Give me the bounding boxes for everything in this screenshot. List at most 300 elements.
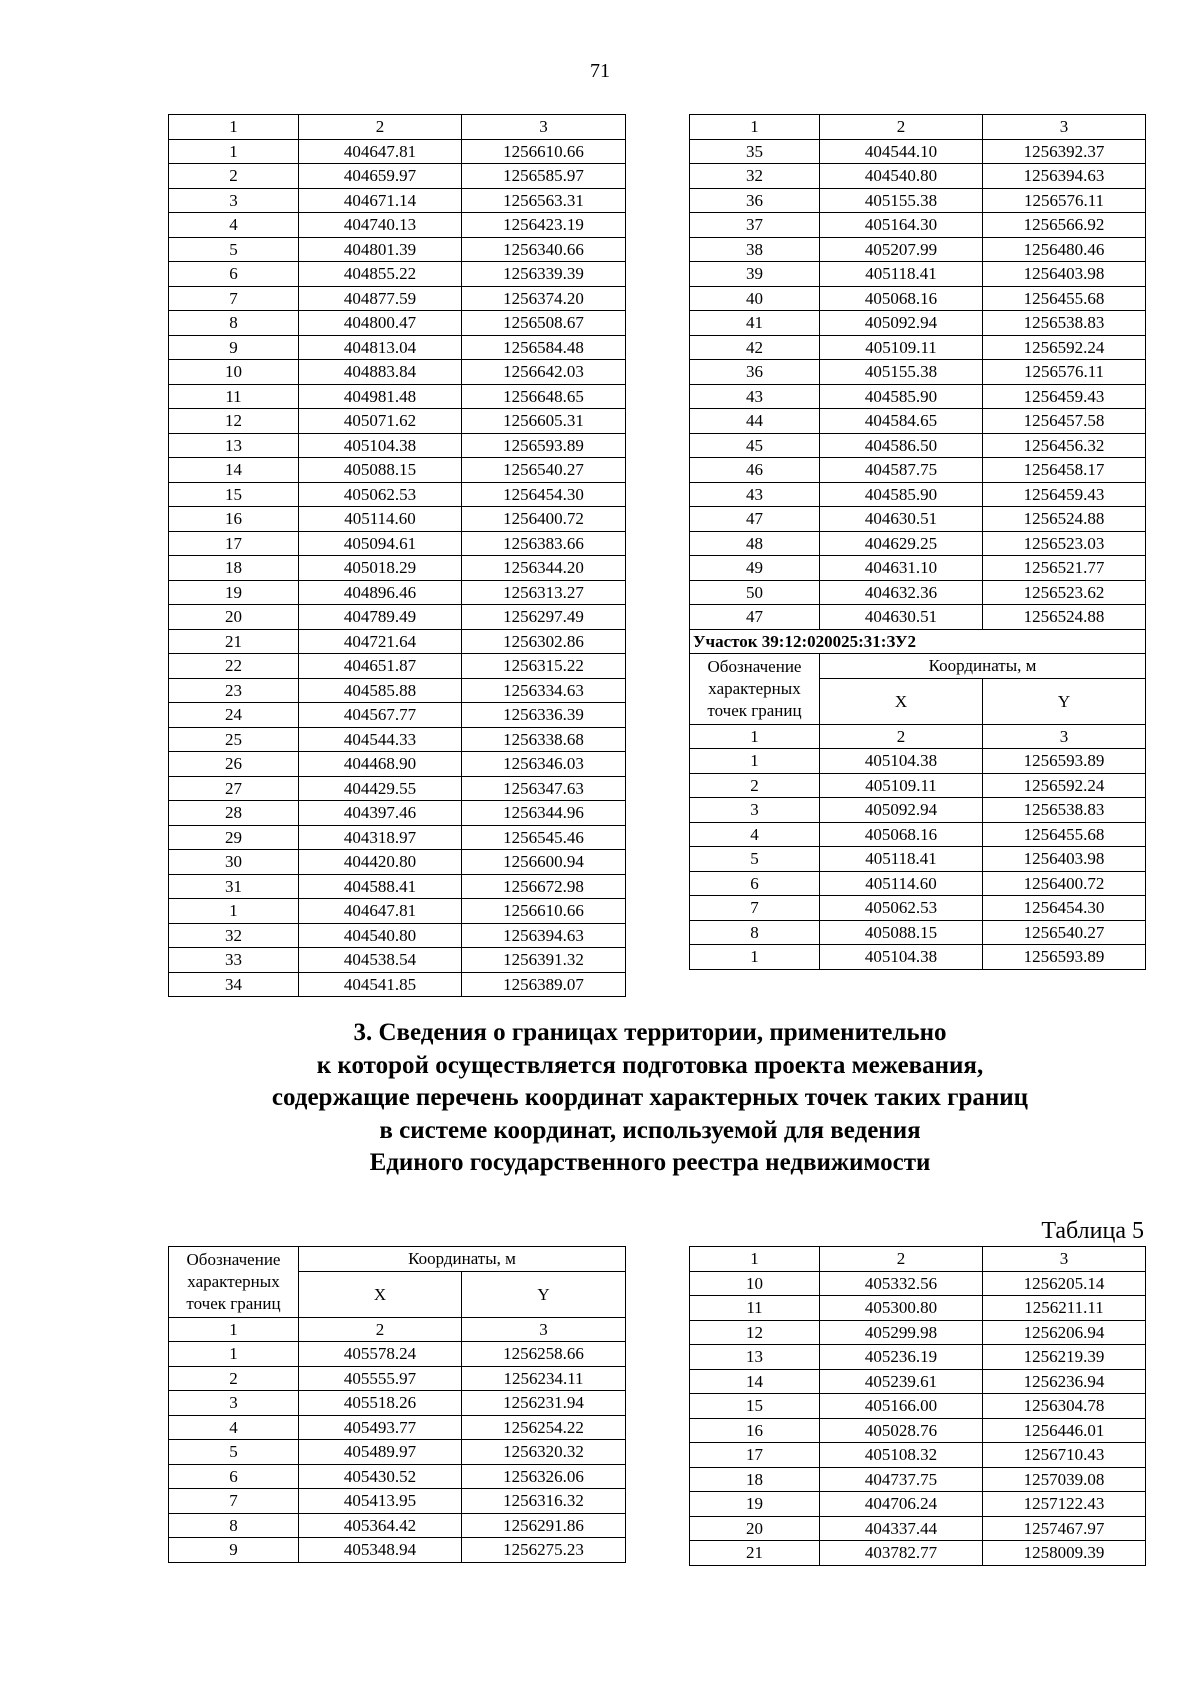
numbering-row: [690, 1247, 1146, 1272]
y-coordinate-cell: 1256374.20: [462, 286, 626, 311]
table-row: [169, 262, 626, 287]
point-number-cell: 28: [169, 801, 299, 826]
y-coordinate-cell: 1256423.19: [462, 213, 626, 238]
point-number-cell: 11: [169, 384, 299, 409]
y-coordinate-cell: 1256508.67: [462, 311, 626, 336]
x-coordinate-cell: 405299.98: [820, 1320, 983, 1345]
x-coordinate-cell: 404429.55: [299, 776, 462, 801]
y-header: Y: [462, 1271, 626, 1317]
point-number-cell: 4: [169, 1415, 299, 1440]
point-number-cell: 5: [690, 847, 820, 872]
x-coordinate-cell: 404651.87: [299, 654, 462, 679]
y-coordinate-cell: 1256313.27: [462, 580, 626, 605]
point-number-cell: 36: [690, 188, 820, 213]
y-coordinate-cell: 1256592.24: [983, 335, 1146, 360]
table-row: [690, 920, 1146, 945]
table-row: [169, 384, 626, 409]
numbering-cell: 1: [690, 1247, 820, 1272]
y-coordinate-cell: 1256403.98: [983, 847, 1146, 872]
y-coordinate-cell: 1258009.39: [983, 1541, 1146, 1566]
y-coordinate-cell: 1256254.22: [462, 1415, 626, 1440]
x-coordinate-cell: 404629.25: [820, 531, 983, 556]
y-coordinate-cell: 1257039.08: [983, 1467, 1146, 1492]
y-coordinate-cell: 1256457.58: [983, 409, 1146, 434]
y-coordinate-cell: 1257467.97: [983, 1516, 1146, 1541]
y-coordinate-cell: 1257122.43: [983, 1492, 1146, 1517]
x-coordinate-cell: 405092.94: [820, 798, 983, 823]
point-number-cell: 18: [169, 556, 299, 581]
y-coordinate-cell: 1256205.14: [983, 1271, 1146, 1296]
coordinates-header: Координаты, м: [820, 654, 1146, 679]
table-row: [169, 605, 626, 630]
table-row: [690, 945, 1146, 970]
point-number-cell: 7: [169, 286, 299, 311]
y-coordinate-cell: 1256523.62: [983, 580, 1146, 605]
x-coordinate-cell: 404740.13: [299, 213, 462, 238]
y-coordinate-cell: 1256275.23: [462, 1538, 626, 1563]
x-coordinate-cell: 405493.77: [299, 1415, 462, 1440]
section-heading-line: Единого государственного реестра недвижимости: [369, 1149, 931, 1176]
numbering-row: [169, 1317, 626, 1342]
x-coordinate-cell: 404587.75: [820, 458, 983, 483]
y-coordinate-cell: 1256339.39: [462, 262, 626, 287]
y-coordinate-cell: 1256302.86: [462, 629, 626, 654]
x-coordinate-cell: 404337.44: [820, 1516, 983, 1541]
table-row: [169, 164, 626, 189]
table-row: [690, 286, 1146, 311]
table-row: [690, 822, 1146, 847]
numbering-cell: 3: [462, 1317, 626, 1342]
table-row: [690, 482, 1146, 507]
table-row: [690, 335, 1146, 360]
numbering-cell: 3: [983, 115, 1146, 140]
y-coordinate-cell: 1256231.94: [462, 1391, 626, 1416]
designation-header: Обозначение характерных точек границ: [690, 654, 820, 725]
table-row: [690, 871, 1146, 896]
y-coordinate-cell: 1256334.63: [462, 678, 626, 703]
table-row: [169, 850, 626, 875]
table-row: [690, 1345, 1146, 1370]
x-coordinate-cell: 404544.10: [820, 139, 983, 164]
y-coordinate-cell: 1256400.72: [462, 507, 626, 532]
coordinates-table-bottom-right: [689, 1246, 1146, 1566]
table-row: [690, 311, 1146, 336]
point-number-cell: 2: [169, 164, 299, 189]
point-number-cell: 29: [169, 825, 299, 850]
section-heading-line: содержащие перечень координат характерных точек таких границ: [271, 1084, 1029, 1111]
coordinates-table-top-left: [168, 114, 626, 997]
y-coordinate-cell: 1256593.89: [462, 433, 626, 458]
numbering-row: [169, 115, 626, 140]
table-row: [690, 749, 1146, 774]
table-row: [690, 360, 1146, 385]
table-row: [169, 482, 626, 507]
table-row: [690, 384, 1146, 409]
y-coordinate-cell: 1256593.89: [983, 945, 1146, 970]
x-coordinate-cell: 405088.15: [820, 920, 983, 945]
point-number-cell: 41: [690, 311, 820, 336]
x-coordinate-cell: 405118.41: [820, 847, 983, 872]
y-coordinate-cell: 1256610.66: [462, 899, 626, 924]
x-coordinate-cell: 404630.51: [820, 507, 983, 532]
numbering-cell: 2: [299, 115, 462, 140]
x-coordinate-cell: 405104.38: [299, 433, 462, 458]
point-number-cell: 19: [169, 580, 299, 605]
point-number-cell: 14: [690, 1369, 820, 1394]
y-coordinate-cell: 1256642.03: [462, 360, 626, 385]
x-coordinate-cell: 405155.38: [820, 188, 983, 213]
section-heading: [150, 1017, 1150, 1180]
x-coordinate-cell: 404789.49: [299, 605, 462, 630]
x-coordinate-cell: 405207.99: [820, 237, 983, 262]
table-row: [169, 1513, 626, 1538]
point-number-cell: 15: [169, 482, 299, 507]
y-coordinate-cell: 1256338.68: [462, 727, 626, 752]
x-coordinate-cell: 404632.36: [820, 580, 983, 605]
y-coordinate-cell: 1256391.32: [462, 948, 626, 973]
point-number-cell: 50: [690, 580, 820, 605]
point-number-cell: 13: [169, 433, 299, 458]
table-row: [690, 164, 1146, 189]
table-row: [690, 1492, 1146, 1517]
x-coordinate-cell: 405114.60: [820, 871, 983, 896]
y-coordinate-cell: 1256538.83: [983, 311, 1146, 336]
y-coordinate-cell: 1256234.11: [462, 1366, 626, 1391]
x-coordinate-cell: 405104.38: [820, 945, 983, 970]
point-number-cell: 18: [690, 1467, 820, 1492]
x-coordinate-cell: 405068.16: [820, 822, 983, 847]
table-row: [690, 531, 1146, 556]
x-coordinate-cell: 405578.24: [299, 1342, 462, 1367]
point-number-cell: 5: [169, 1440, 299, 1465]
x-header: X: [820, 678, 983, 724]
point-number-cell: 3: [169, 1391, 299, 1416]
y-coordinate-cell: 1256455.68: [983, 286, 1146, 311]
point-number-cell: 16: [690, 1418, 820, 1443]
y-coordinate-cell: 1256326.06: [462, 1464, 626, 1489]
designation-header-row: [690, 654, 1146, 679]
table-row: [690, 1467, 1146, 1492]
x-coordinate-cell: 405062.53: [299, 482, 462, 507]
y-coordinate-cell: 1256524.88: [983, 605, 1146, 630]
table-row: [169, 188, 626, 213]
y-coordinate-cell: 1256710.43: [983, 1443, 1146, 1468]
point-number-cell: 40: [690, 286, 820, 311]
y-coordinate-cell: 1256521.77: [983, 556, 1146, 581]
x-coordinate-cell: 405166.00: [820, 1394, 983, 1419]
numbering-cell: 1: [169, 1317, 299, 1342]
y-coordinate-cell: 1256400.72: [983, 871, 1146, 896]
table-row: [169, 703, 626, 728]
point-number-cell: 10: [690, 1271, 820, 1296]
x-coordinate-cell: 405489.97: [299, 1440, 462, 1465]
table-row: [169, 1440, 626, 1465]
y-coordinate-cell: 1256600.94: [462, 850, 626, 875]
point-number-cell: 38: [690, 237, 820, 262]
y-coordinate-cell: 1256389.07: [462, 972, 626, 997]
point-number-cell: 13: [690, 1345, 820, 1370]
x-coordinate-cell: 404420.80: [299, 850, 462, 875]
point-number-cell: 20: [169, 605, 299, 630]
x-coordinate-cell: 404647.81: [299, 139, 462, 164]
y-coordinate-cell: 1256403.98: [983, 262, 1146, 287]
point-number-cell: 1: [169, 899, 299, 924]
point-number-cell: 47: [690, 507, 820, 532]
x-coordinate-cell: 405555.97: [299, 1366, 462, 1391]
point-number-cell: 32: [169, 923, 299, 948]
point-number-cell: 42: [690, 335, 820, 360]
y-coordinate-cell: 1256206.94: [983, 1320, 1146, 1345]
y-coordinate-cell: 1256459.43: [983, 482, 1146, 507]
y-coordinate-cell: 1256545.46: [462, 825, 626, 850]
x-coordinate-cell: 404721.64: [299, 629, 462, 654]
table-row: [690, 1541, 1146, 1566]
table-row: [169, 1391, 626, 1416]
y-coordinate-cell: 1256538.83: [983, 798, 1146, 823]
x-coordinate-cell: 405071.62: [299, 409, 462, 434]
y-coordinate-cell: 1256459.43: [983, 384, 1146, 409]
y-coordinate-cell: 1256455.68: [983, 822, 1146, 847]
x-coordinate-cell: 405062.53: [820, 896, 983, 921]
point-number-cell: 23: [169, 678, 299, 703]
point-number-cell: 45: [690, 433, 820, 458]
table-row: [690, 237, 1146, 262]
x-coordinate-cell: 404540.80: [299, 923, 462, 948]
point-number-cell: 37: [690, 213, 820, 238]
table-row: [169, 654, 626, 679]
y-coordinate-cell: 1256540.27: [983, 920, 1146, 945]
y-coordinate-cell: 1256340.66: [462, 237, 626, 262]
point-number-cell: 16: [169, 507, 299, 532]
numbering-cell: 2: [820, 115, 983, 140]
point-number-cell: 22: [169, 654, 299, 679]
x-coordinate-cell: 404541.85: [299, 972, 462, 997]
table-row: [169, 678, 626, 703]
x-coordinate-cell: 404318.97: [299, 825, 462, 850]
table-row: [169, 1415, 626, 1440]
table-row: [690, 773, 1146, 798]
x-coordinate-cell: 404544.33: [299, 727, 462, 752]
coordinates-table-bottom-left: [168, 1246, 626, 1563]
x-coordinate-cell: 405364.42: [299, 1513, 462, 1538]
table-row: [690, 1320, 1146, 1345]
point-number-cell: 15: [690, 1394, 820, 1419]
y-coordinate-cell: 1256585.97: [462, 164, 626, 189]
y-coordinate-cell: 1256576.11: [983, 188, 1146, 213]
table-row: [169, 825, 626, 850]
point-number-cell: 49: [690, 556, 820, 581]
point-number-cell: 5: [169, 237, 299, 262]
x-coordinate-cell: 404659.97: [299, 164, 462, 189]
y-coordinate-cell: 1256219.39: [983, 1345, 1146, 1370]
point-number-cell: 31: [169, 874, 299, 899]
x-coordinate-cell: 405300.80: [820, 1296, 983, 1321]
table-row: [690, 896, 1146, 921]
y-coordinate-cell: 1256394.63: [983, 164, 1146, 189]
x-coordinate-cell: 404586.50: [820, 433, 983, 458]
point-number-cell: 9: [169, 335, 299, 360]
table-row: [690, 1271, 1146, 1296]
table-row: [169, 409, 626, 434]
point-number-cell: 24: [169, 703, 299, 728]
y-coordinate-cell: 1256524.88: [983, 507, 1146, 532]
point-number-cell: 20: [690, 1516, 820, 1541]
y-coordinate-cell: 1256346.03: [462, 752, 626, 777]
table-row: [690, 139, 1146, 164]
y-coordinate-cell: 1256347.63: [462, 776, 626, 801]
point-number-cell: 8: [169, 1513, 299, 1538]
table-row: [169, 948, 626, 973]
y-coordinate-cell: 1256566.92: [983, 213, 1146, 238]
x-coordinate-cell: 405155.38: [820, 360, 983, 385]
y-coordinate-cell: 1256605.31: [462, 409, 626, 434]
table-row: [690, 605, 1146, 630]
y-coordinate-cell: 1256563.31: [462, 188, 626, 213]
table-row: [690, 409, 1146, 434]
point-number-cell: 4: [169, 213, 299, 238]
x-coordinate-cell: 404800.47: [299, 311, 462, 336]
y-coordinate-cell: 1256320.32: [462, 1440, 626, 1465]
numbering-row: [690, 115, 1146, 140]
x-coordinate-cell: 405109.11: [820, 335, 983, 360]
point-number-cell: 8: [169, 311, 299, 336]
x-coordinate-cell: 404877.59: [299, 286, 462, 311]
table-row: [169, 629, 626, 654]
x-coordinate-cell: 405348.94: [299, 1538, 462, 1563]
x-coordinate-cell: 405109.11: [820, 773, 983, 798]
y-coordinate-cell: 1256672.98: [462, 874, 626, 899]
designation-header-row: [169, 1247, 626, 1272]
point-number-cell: 19: [690, 1492, 820, 1517]
x-coordinate-cell: 404585.90: [820, 482, 983, 507]
table-row: [690, 847, 1146, 872]
table-row: [690, 433, 1146, 458]
x-coordinate-cell: 404981.48: [299, 384, 462, 409]
point-number-cell: 44: [690, 409, 820, 434]
point-number-cell: 46: [690, 458, 820, 483]
point-number-cell: 3: [169, 188, 299, 213]
x-coordinate-cell: 404538.54: [299, 948, 462, 973]
x-coordinate-cell: 405068.16: [820, 286, 983, 311]
table-row: [169, 1366, 626, 1391]
y-coordinate-cell: 1256316.32: [462, 1489, 626, 1514]
x-coordinate-cell: 405413.95: [299, 1489, 462, 1514]
table-row: [169, 433, 626, 458]
y-coordinate-cell: 1256648.65: [462, 384, 626, 409]
numbering-row: [690, 724, 1146, 749]
x-coordinate-cell: 405430.52: [299, 1464, 462, 1489]
y-coordinate-cell: 1256584.48: [462, 335, 626, 360]
x-coordinate-cell: 405332.56: [820, 1271, 983, 1296]
table-row: [169, 801, 626, 826]
x-coordinate-cell: 404671.14: [299, 188, 462, 213]
point-number-cell: 21: [690, 1541, 820, 1566]
point-number-cell: 21: [169, 629, 299, 654]
section-heading-line: 3. Сведения о границах территории, применительно: [353, 1019, 947, 1046]
point-number-cell: 6: [690, 871, 820, 896]
numbering-cell: 1: [690, 115, 820, 140]
table-row: [690, 798, 1146, 823]
y-coordinate-cell: 1256540.27: [462, 458, 626, 483]
table-row: [169, 1538, 626, 1563]
point-number-cell: 32: [690, 164, 820, 189]
x-coordinate-cell: 404584.65: [820, 409, 983, 434]
point-number-cell: 14: [169, 458, 299, 483]
y-coordinate-cell: 1256315.22: [462, 654, 626, 679]
y-coordinate-cell: 1256392.37: [983, 139, 1146, 164]
point-number-cell: 17: [169, 531, 299, 556]
x-coordinate-cell: 404855.22: [299, 262, 462, 287]
y-coordinate-cell: 1256610.66: [462, 139, 626, 164]
x-coordinate-cell: 405028.76: [820, 1418, 983, 1443]
table-row: [169, 899, 626, 924]
table-row: [690, 1296, 1146, 1321]
numbering-cell: 1: [169, 115, 299, 140]
table-row: [169, 556, 626, 581]
table-row: [169, 874, 626, 899]
x-coordinate-cell: 404397.46: [299, 801, 462, 826]
y-coordinate-cell: 1256258.66: [462, 1342, 626, 1367]
table-row: [690, 1394, 1146, 1419]
coordinates-header: Координаты, м: [299, 1247, 626, 1272]
y-coordinate-cell: 1256211.11: [983, 1296, 1146, 1321]
point-number-cell: 36: [690, 360, 820, 385]
numbering-cell: 2: [820, 724, 983, 749]
point-number-cell: 3: [690, 798, 820, 823]
table-row: [690, 556, 1146, 581]
table-row: [690, 1443, 1146, 1468]
x-coordinate-cell: 404706.24: [820, 1492, 983, 1517]
y-coordinate-cell: 1256454.30: [462, 482, 626, 507]
plot-label: Участок 39:12:020025:31:ЗУ2: [690, 629, 1146, 654]
page-number: 71: [590, 60, 610, 82]
table-row: [690, 507, 1146, 532]
designation-header: Обозначение характерных точек границ: [169, 1247, 299, 1318]
x-coordinate-cell: 404647.81: [299, 899, 462, 924]
y-coordinate-cell: 1256456.32: [983, 433, 1146, 458]
x-coordinate-cell: 405088.15: [299, 458, 462, 483]
point-number-cell: 7: [690, 896, 820, 921]
point-number-cell: 1: [690, 945, 820, 970]
y-coordinate-cell: 1256236.94: [983, 1369, 1146, 1394]
x-coordinate-cell: 405518.26: [299, 1391, 462, 1416]
point-number-cell: 10: [169, 360, 299, 385]
table-row: [169, 531, 626, 556]
x-coordinate-cell: 405236.19: [820, 1345, 983, 1370]
point-number-cell: 8: [690, 920, 820, 945]
x-coordinate-cell: 404585.88: [299, 678, 462, 703]
point-number-cell: 48: [690, 531, 820, 556]
y-coordinate-cell: 1256592.24: [983, 773, 1146, 798]
table-row: [169, 335, 626, 360]
y-coordinate-cell: 1256383.66: [462, 531, 626, 556]
x-coordinate-cell: 404737.75: [820, 1467, 983, 1492]
point-number-cell: 1: [690, 749, 820, 774]
table-row: [690, 213, 1146, 238]
point-number-cell: 12: [690, 1320, 820, 1345]
x-coordinate-cell: 404630.51: [820, 605, 983, 630]
table-row: [169, 1464, 626, 1489]
table-row: [169, 286, 626, 311]
table-row: [169, 507, 626, 532]
table-row: [690, 1418, 1146, 1443]
table-row: [169, 311, 626, 336]
y-coordinate-cell: 1256458.17: [983, 458, 1146, 483]
point-number-cell: 17: [690, 1443, 820, 1468]
table-row: [169, 139, 626, 164]
y-coordinate-cell: 1256446.01: [983, 1418, 1146, 1443]
y-coordinate-cell: 1256576.11: [983, 360, 1146, 385]
